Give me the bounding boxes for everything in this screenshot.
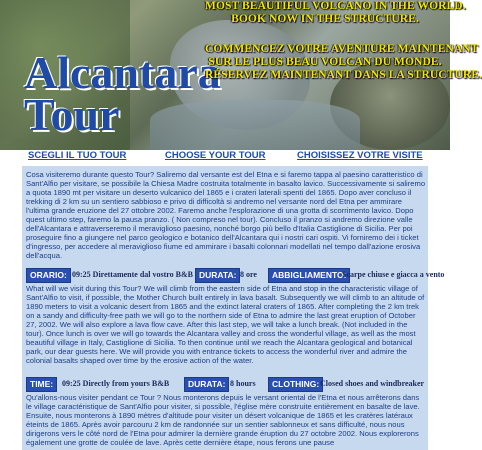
duration-value-en: 8 hours [230, 379, 256, 388]
english-info-bar [26, 377, 428, 391]
time-value-it: 09:25 Direttamente dal vostro B&B [72, 270, 194, 279]
clothing-label-en: CLOTHING: [268, 377, 323, 392]
time-value-en: 09:25 Directly from yours B&B [62, 379, 170, 388]
link-italian-tour[interactable]: SCEGLI IL TUO TOUR [28, 150, 127, 161]
english-description: What will we visit during this Tour? We will climb from the eastern side of Etna and stop in the characteristic village of Sant'Alfio to visit, if possible, the Mother Church built entirely in lava basalt. Subsequently we will climb to an altitude of 1890 meters to visit a volcanic desert from 1865 and the extinct lateral craters of 1865. After completing the 2 km trek on a sandy and difficulty-free path we will go to the northern side of Etna to admire the last great eruption of October 27, 2002. We will also explore a lava flow cave. After this last step, we will take a lunch break. (Not included in the tour). Once lunch is over we will go towards the Alcantara valley and cross the wonderful village, as well as the most beautiful village in Italy, Castiglione di Sicilia. To then continue until we reach the Alcantara geological and botanical park, our dear guests here. We will provide you with entrance tickets to access the wonderful river and admire the colonial basalts shaped over time by the erosive action of the water. [26, 284, 425, 365]
clothing-label-it: ABBIGLIAMENTO: [268, 268, 350, 283]
page-title [24, 47, 221, 140]
promo-fr-line-1: COMMENCEZ VOTRE AVENTURE MAINTENANT [205, 43, 479, 55]
promo-fr-line-3: RÉSERVEZ MAINTENANT DANS LA STRUCTURE. [205, 69, 482, 81]
promo-french [205, 43, 482, 82]
clothing-value-en: Closed shoes and windbreaker [320, 379, 425, 388]
duration-label-en: DURATA: [184, 377, 229, 392]
duration-label-it: DURATA: [195, 268, 240, 283]
header-photo [0, 0, 482, 150]
italian-description: Cosa visiteremo durante questo Tour? Saliremo dal versante est del Etna e si faremo tappa al paesino caratteristico di Sant'Alfio per visitare, se possibile la Chiesa Madre costruita totalmente in basalto lavico. Successivamente si saliremo a quota 1890 mt per visitare un deserto vulcanico del 1865 e i crateri laterali spenti del 1865. Dopo aver concluso il trekking di 2 km su un sentiero sabbioso e privo di difficoltà si andremo nel versante nord del Etna per ammirare l'ultima grande eruzione del 27 ottobre 2002. Faremo anche l'esplorazione di una grotta di scorrimento lavico. Dopo quest ultimo step, faremo la pausa pranzo. ( Non compreso nel tour). Concluso il pranzo si andremo direzione valle dell'Alcantara e attraverseremo il meraviglioso paesino, nonché borgo più bello d'Italia Castiglione di Sicilia. Per poi proseguire fino a giungere nel parco geologico e botanico dell'Alcantara qui i nostri cari ospiti. Vi forniremo dei i ticket d'ingresso, per accedere al meraviglioso fiume ed ammirare i basalti colonnari modellati nel tempo dall'azione erosiva dell'acqua. [26, 170, 426, 260]
italian-info-bar [26, 268, 445, 282]
promo-en-line-1: MOST BEAUTIFUL VOLCANO IN THE WORLD. [205, 0, 466, 12]
tour-description-panel [22, 166, 445, 450]
link-english-tour[interactable]: CHOOSE YOUR TOUR [165, 150, 266, 161]
promo-fr-line-2: SUR LE PLUS BEAU VOLCAN DU MONDE. [208, 56, 442, 68]
promo-english [205, 0, 466, 26]
french-description: Qu'allons-nous visiter pendant ce Tour ? Nous monterons depuis le versant oriental de l'Etna et nous arrêterons dans le village caractéristique de Sant'Alfio pour visiter, si possible, l'église mère construite entièrement en basalte de lave. Ensuite, nous monterons à 1890 mètres d'altitude pour visiter un désert volcanique de 1865 et les cratères latéraux éteints de 1865. Après avoir parcouru 2 km de randonnée sur un sentier sablonneux et sans difficulté, nous nous dirigerons vers le côté nord de l'Etna pour admirer la dernière grande éruption du 27 octobre 2002. Nous explorerons également une grotte de coulée de lave. Après cette dernière étape, nous ferons une pause [26, 393, 420, 447]
promo-en-line-2: BOOK NOW IN THE STRUCTURE. [231, 13, 419, 25]
title-line-2: Tour [24, 89, 120, 140]
duration-value-it: 8 ore [240, 270, 257, 279]
time-label-en: TIME: [26, 377, 57, 392]
title-line-1: Alcantara [24, 47, 221, 98]
link-french-tour[interactable]: CHOISISSEZ VOTRE VISITE [297, 150, 423, 161]
time-label-it: ORARIO: [26, 268, 71, 283]
language-nav [0, 150, 450, 162]
clothing-value-it: Scarpe chiuse e giacca a vento [342, 270, 445, 279]
